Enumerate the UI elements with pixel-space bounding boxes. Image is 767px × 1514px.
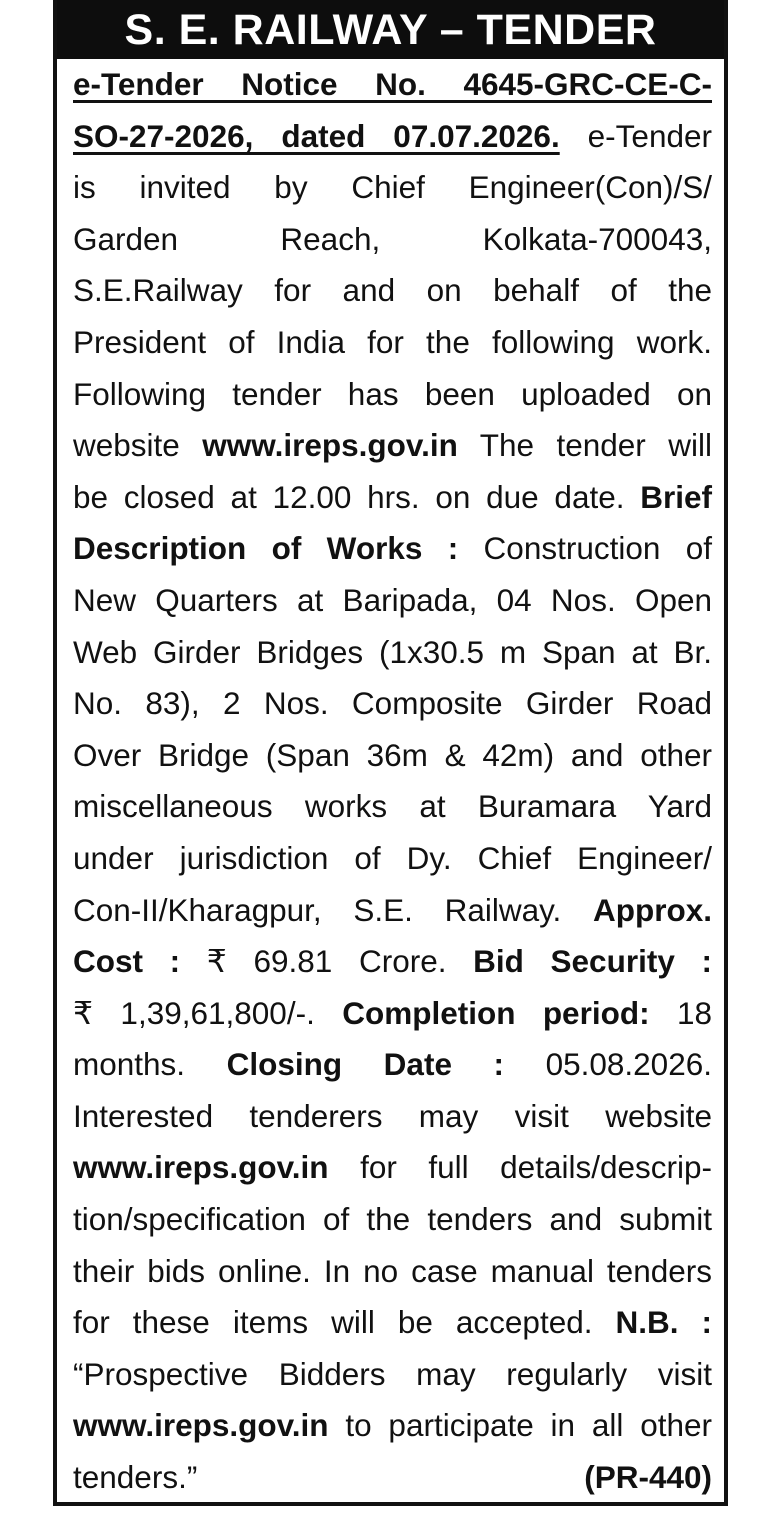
notice-body: [73, 59, 712, 1504]
notice-bold-text: Closing Date :: [226, 1046, 505, 1083]
notice-text: tenders.”: [73, 1459, 198, 1496]
notice-text: S.E.Railway for and on behalf of the: [73, 272, 712, 309]
tender-notice: [53, 0, 728, 1506]
notice-bold-text: www.ireps.gov.in: [73, 1149, 329, 1186]
notice-text: miscellaneous works at Buramara Yard: [73, 788, 712, 825]
notice-text: “Prospective Bidders may regularly visit: [73, 1355, 712, 1392]
notice-text: Garden Reach, Kolkata-700043,: [73, 220, 712, 257]
notice-line: [73, 369, 712, 421]
notice-text: their bids online. In no case manual tenders: [73, 1252, 712, 1289]
notice-line: [73, 1349, 712, 1401]
notice-line: [73, 936, 712, 988]
notice-text: be closed at 12.00 hrs. on due date.: [73, 478, 641, 515]
notice-line: [73, 1400, 712, 1452]
notice-line: [73, 1142, 712, 1194]
notice-bold-text: Description of Works :: [73, 530, 459, 567]
notice-text: under jurisdiction of Dy. Chief Engineer/: [73, 839, 712, 876]
notice-line: [73, 111, 712, 163]
notice-text: Interested tenderers may visit website: [73, 1097, 712, 1134]
press-release-reference: (PR-440): [584, 1459, 712, 1496]
notice-text: Construction of: [458, 530, 712, 567]
notice-line: [73, 1297, 712, 1349]
notice-line: [73, 1452, 712, 1504]
notice-line: [73, 472, 712, 524]
notice-text: Web Girder Bridges (1x30.5 m Span at Br.: [73, 633, 712, 670]
notice-bold-text: www.ireps.gov.in: [73, 1407, 329, 1444]
notice-line: [73, 1039, 712, 1091]
notice-text: for full details/descrip-: [328, 1149, 712, 1186]
notice-bold-text: e-Tender Notice No. 4645-GRC-CE-C-: [73, 66, 712, 102]
notice-line: [73, 627, 712, 679]
notice-text: e-Tender: [559, 117, 712, 154]
notice-text: Con-II/Kharagpur, S.E. Railway.: [73, 891, 593, 928]
notice-line: [73, 1091, 712, 1143]
notice-text: tion/specification of the tenders and submit: [73, 1201, 712, 1238]
notice-text: to participate in all other: [328, 1407, 712, 1444]
notice-bold-text: SO-27-2026, dated 07.07.2026.: [73, 117, 560, 154]
notice-text: for these items will be accepted.: [73, 1304, 616, 1341]
notice-bold-text: N.B. :: [615, 1304, 712, 1341]
notice-line: [73, 1194, 712, 1246]
notice-line: [73, 730, 712, 782]
notice-text: 18: [649, 994, 712, 1031]
notice-title: S. E. RAILWAY – TENDER: [57, 0, 724, 59]
notice-bold-text: Cost :: [73, 943, 181, 980]
notice-line: [73, 420, 712, 472]
notice-text: website: [73, 427, 203, 464]
notice-line: [73, 162, 712, 214]
notice-text: President of India for the following work.: [73, 323, 712, 360]
notice-text: No. 83), 2 Nos. Composite Girder Road: [73, 685, 712, 722]
notice-line: [73, 265, 712, 317]
notice-bold-text: Brief: [640, 478, 712, 515]
notice-bold-text: Approx.: [592, 891, 712, 928]
notice-line: [73, 988, 712, 1040]
notice-line: [73, 214, 712, 266]
notice-bold-text: Completion period:: [342, 994, 650, 1031]
notice-text: is invited by Chief Engineer(Con)/S/: [73, 169, 712, 206]
notice-line: [73, 678, 712, 730]
notice-bold-text: www.ireps.gov.in: [202, 427, 458, 464]
notice-text: Over Bridge (Span 36m & 42m) and other: [73, 736, 712, 773]
notice-text: Following tender has been uploaded on: [73, 375, 712, 412]
notice-line: [73, 781, 712, 833]
notice-line: [73, 833, 712, 885]
notice-text: 05.08.2026.: [504, 1046, 712, 1083]
notice-line: [73, 523, 712, 575]
notice-line: [73, 575, 712, 627]
notice-line: [73, 317, 712, 369]
notice-text: The tender will: [457, 427, 712, 464]
notice-bold-text: Bid Security :: [473, 943, 712, 980]
notice-text: months.: [73, 1046, 227, 1083]
notice-line: [73, 885, 712, 937]
notice-line: [73, 1246, 712, 1298]
notice-line: [73, 59, 712, 111]
notice-text: New Quarters at Baripada, 04 Nos. Open: [73, 581, 712, 618]
notice-text: ₹ 1,39,61,800/-.: [73, 994, 343, 1031]
notice-text: ₹ 69.81 Crore.: [180, 943, 474, 980]
